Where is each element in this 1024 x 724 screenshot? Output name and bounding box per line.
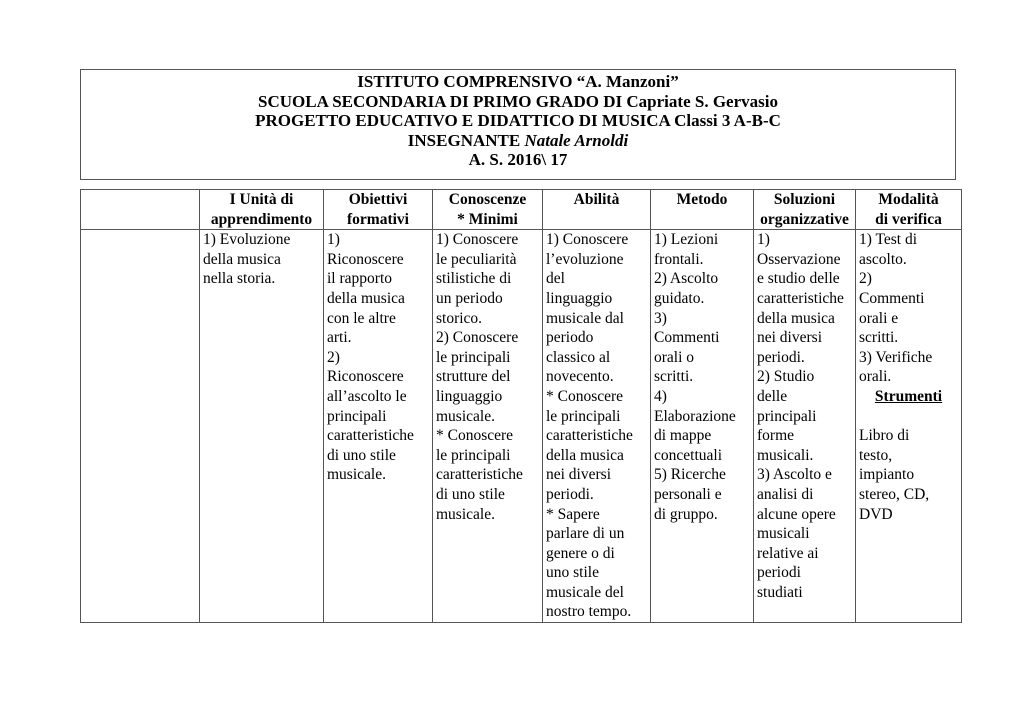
cell-line: musicale dal	[546, 309, 624, 327]
cell-line: * Minimi	[457, 210, 518, 228]
cell-line: del	[546, 270, 565, 288]
cell-line: strutture del	[436, 368, 511, 386]
column-header	[433, 190, 543, 230]
cell-line: analisi di	[757, 485, 814, 503]
column-header	[200, 190, 324, 230]
cell-line: le principali	[436, 446, 511, 464]
table-row	[81, 230, 962, 623]
cell-line: 1)	[757, 231, 770, 249]
cell-line: caratteristiche	[436, 466, 523, 484]
cell-line: 2)	[327, 348, 340, 366]
cell-line: musicale.	[327, 466, 386, 484]
cell-line: Modalità	[878, 191, 939, 208]
cell-line: scritti.	[859, 329, 899, 347]
cell-line: 2) Studio	[757, 368, 815, 386]
school-name: ISTITUTO COMPRENSIVO “A. Manzoni”	[357, 72, 679, 91]
cell-line: 2) Ascolto	[654, 270, 719, 288]
cell-line: orali.	[859, 368, 892, 386]
cell-line: I Unità di	[229, 191, 294, 208]
cell-line: le principali	[436, 348, 511, 366]
cell-line: relative ai	[757, 544, 819, 562]
cell-line: 1)	[327, 231, 340, 249]
cell-line: musicale del	[546, 583, 624, 601]
cell-line: un periodo	[436, 289, 503, 307]
cell-line: linguaggio	[436, 387, 503, 405]
cell-line: periodi.	[757, 348, 805, 366]
cell-line: Commenti	[859, 289, 925, 307]
cell-line: Libro di	[859, 427, 910, 445]
cell-line: Osservazione	[757, 250, 841, 268]
cell-line: * Conoscere	[546, 387, 624, 405]
cell-line: Conoscenze	[448, 191, 527, 208]
cell-line: Abilità	[573, 191, 620, 208]
cell-line: di mappe	[654, 427, 712, 445]
cell-line: 1) Evoluzione	[203, 231, 291, 249]
cell-line: e studio delle	[757, 270, 840, 288]
cell-line: DVD	[859, 505, 893, 523]
cell-line: all’ascolto le	[327, 387, 407, 405]
cell-line: con le altre	[327, 309, 396, 327]
column-header	[856, 190, 962, 230]
cell-line: organizzative	[760, 210, 849, 228]
column-header	[543, 190, 651, 230]
column-header	[651, 190, 754, 230]
knowledge-cell	[433, 230, 543, 623]
cell-line: 1) Conoscere	[436, 231, 519, 249]
cell-line: caratteristiche	[327, 427, 414, 445]
cell-line: 2)	[859, 270, 872, 288]
cell-line: studiati	[757, 583, 803, 601]
cell-line: 2) Conoscere	[436, 329, 519, 347]
cell-line: della musica	[757, 309, 835, 327]
cell-line: musicali.	[757, 446, 814, 464]
objectives-cell	[324, 230, 433, 623]
cell-line: nostro tempo.	[546, 603, 632, 621]
cell-line: orali e	[859, 309, 899, 327]
cell-line: arti.	[327, 329, 352, 347]
cell-line: della musica	[327, 289, 405, 307]
blank-cell	[81, 230, 200, 623]
assessment-list	[859, 230, 958, 387]
cell-line: Riconoscere	[327, 368, 404, 386]
cell-line: musicale.	[436, 407, 495, 425]
project-title: PROGETTO EDUCATIVO E DIDATTICO DI MUSICA Classi 3 A-B-C	[255, 111, 781, 131]
cell-line: musicale.	[436, 505, 495, 523]
cell-line: l’evoluzione	[546, 250, 624, 268]
cell-line: apprendimento	[210, 210, 313, 228]
curriculum-table	[80, 189, 962, 623]
cell-line: orali o	[654, 348, 695, 366]
cell-line: principali	[327, 407, 387, 425]
blank-header-cell	[81, 190, 200, 230]
tools-list	[859, 426, 958, 524]
cell-line: caratteristiche	[546, 427, 633, 445]
cell-line: formativi	[347, 210, 409, 228]
cell-line: musicali	[757, 525, 810, 543]
organization-cell	[754, 230, 856, 623]
cell-line: di gruppo.	[654, 505, 718, 523]
school-year: A. S. 2016\ 17	[468, 150, 568, 170]
cell-line: periodi.	[546, 485, 594, 503]
spacer	[859, 407, 958, 427]
cell-line: personali e	[654, 485, 722, 503]
assessment-cell	[856, 230, 962, 623]
cell-line: nei diversi	[546, 466, 611, 484]
cell-line: genere o di	[546, 544, 615, 562]
unit-cell	[200, 230, 324, 623]
cell-line: novecento.	[546, 368, 614, 386]
cell-line: Elaborazione	[654, 407, 736, 425]
cell-line: periodo	[546, 329, 594, 347]
cell-line: le peculiarità	[436, 250, 517, 268]
cell-line: 1) Conoscere	[546, 231, 629, 249]
teacher-label: INSEGNANTE	[407, 130, 525, 150]
cell-line: stereo, CD,	[859, 485, 930, 503]
cell-line: il rapporto	[327, 270, 392, 288]
document-header	[80, 69, 956, 180]
column-header	[754, 190, 856, 230]
cell-line: parlare di un	[546, 525, 625, 543]
cell-line: delle	[757, 387, 788, 405]
cell-line: le principali	[546, 407, 621, 425]
cell-line: Soluzioni	[773, 191, 836, 208]
cell-line: alcune opere	[757, 505, 836, 523]
cell-line: della musica	[203, 250, 281, 268]
cell-line: 3) Ascolto e	[757, 466, 832, 484]
cell-line: di uno stile	[436, 485, 505, 503]
cell-line: Obiettivi	[348, 191, 408, 208]
cell-line: Metodo	[676, 191, 728, 208]
cell-line: frontali.	[654, 250, 704, 268]
cell-line: testo,	[859, 446, 893, 464]
cell-line: scritti.	[654, 368, 694, 386]
cell-line: 1) Test di	[859, 231, 918, 249]
cell-line: della musica	[546, 446, 624, 464]
cell-line: 4)	[654, 387, 667, 405]
cell-line: 3) Verifiche	[859, 348, 933, 366]
tools-label: Strumenti	[874, 387, 943, 405]
header-row	[81, 190, 962, 230]
cell-line: * Sapere	[546, 505, 600, 523]
cell-line: nei diversi	[757, 329, 822, 347]
cell-line: 3)	[654, 309, 667, 327]
column-header	[324, 190, 433, 230]
teacher-line	[81, 131, 955, 151]
cell-line: di uno stile	[327, 446, 396, 464]
cell-line: Commenti	[654, 329, 720, 347]
cell-line: stilistiche di	[436, 270, 512, 288]
cell-line: nella storia.	[203, 270, 276, 288]
cell-line: 5) Ricerche	[654, 466, 726, 484]
school-level: SCUOLA SECONDARIA DI PRIMO GRADO DI Capriate S. Gervasio	[258, 91, 778, 111]
cell-line: Riconoscere	[327, 250, 404, 268]
skills-cell	[543, 230, 651, 623]
cell-line: linguaggio	[546, 289, 613, 307]
cell-line: forme	[757, 427, 795, 445]
cell-line: concettuali	[654, 446, 722, 464]
cell-line: guidato.	[654, 289, 705, 307]
cell-line: principali	[757, 407, 817, 425]
cell-line: classico al	[546, 348, 611, 366]
cell-line: di verifica	[875, 210, 942, 228]
cell-line: ascolto.	[859, 250, 907, 268]
method-cell	[651, 230, 754, 623]
cell-line: uno stile	[546, 564, 599, 582]
cell-line: impianto	[859, 466, 915, 484]
cell-line: 1) Lezioni	[654, 231, 719, 249]
cell-line: periodi	[757, 564, 801, 582]
cell-line: * Conoscere	[436, 427, 514, 445]
cell-line: storico.	[436, 309, 483, 327]
teacher-name: Natale Arnoldi	[524, 130, 629, 150]
cell-line: caratteristiche	[757, 289, 844, 307]
